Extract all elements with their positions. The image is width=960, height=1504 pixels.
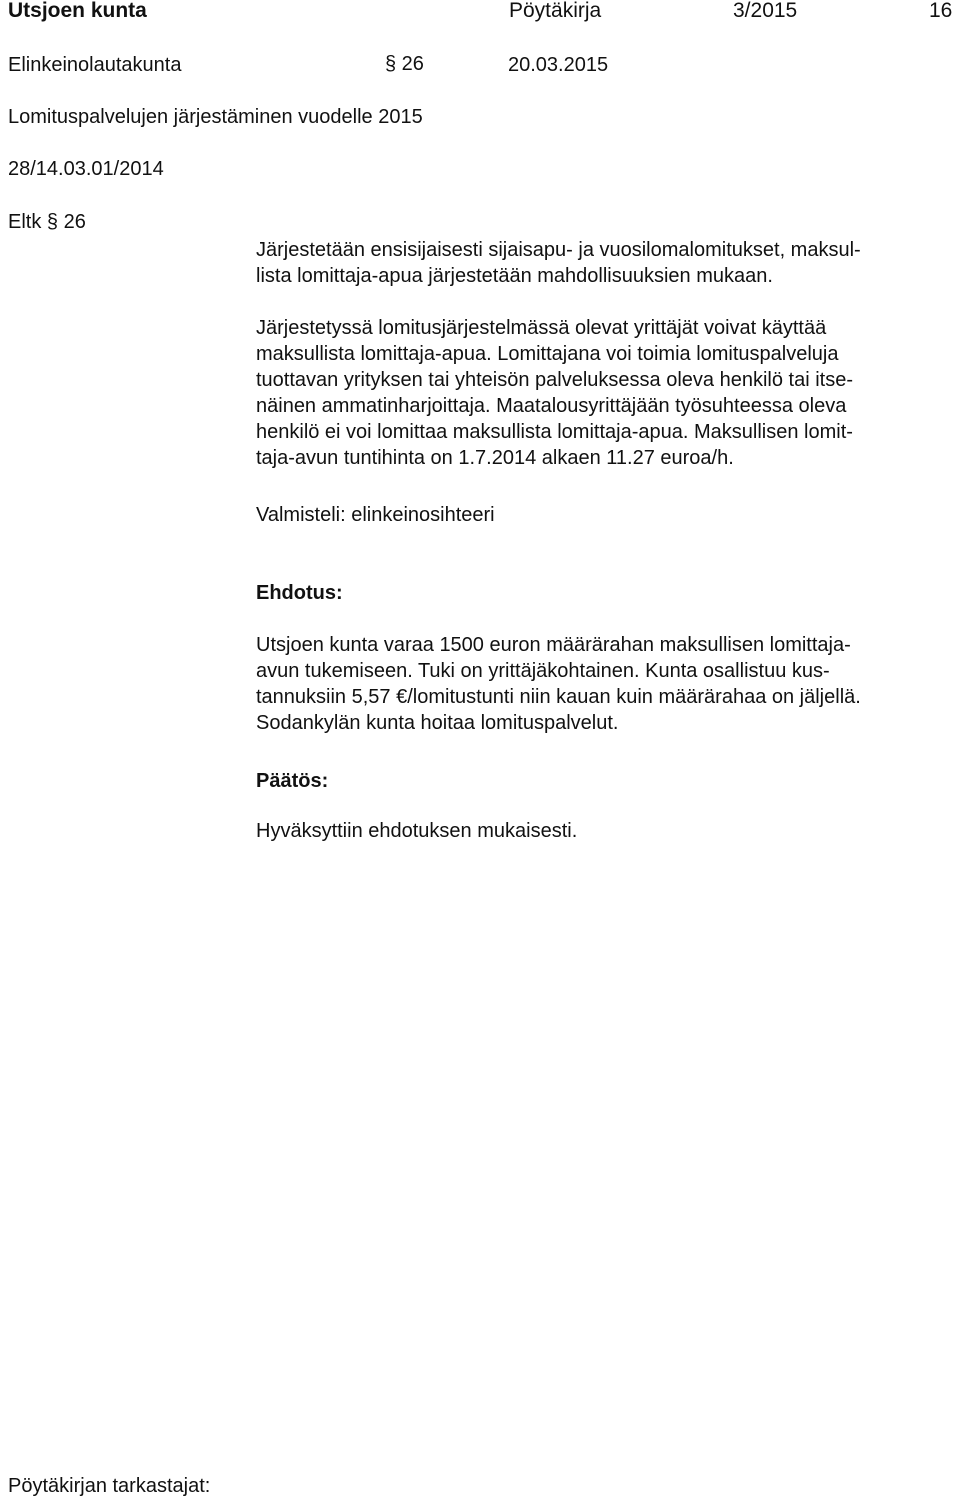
decision-label: Päätös: [256,770,329,792]
paragraph-line: näinen ammatinharjoittaja. Maatalousyrittäjään työsuhteessa oleva [256,395,847,417]
organization-name: Utsjoen kunta [8,0,147,22]
board-name: Elinkeinolautakunta [8,54,182,76]
reviewers-label: Pöytäkirjan tarkastajat: [8,1475,211,1497]
paragraph-line: henkilö ei voi lomittaa maksullista lomittaja-apua. Maksullisen lomit- [256,421,853,443]
section-reference: Eltk § 26 [8,211,86,233]
paragraph-line: Järjestetään ensisijaisesti sijaisapu- ja vuosilomalomitukset, maksul- [256,239,861,261]
page-number: 16 [929,0,953,22]
paragraph-line: tuottavan yrityksen tai yhteisön palveluksessa oleva henkilö tai itse- [256,369,853,391]
proposal-line: Utsjoen kunta varaa 1500 euron määrärahan maksullisen lomittaja- [256,634,851,656]
meeting-date: 20.03.2015 [508,54,609,76]
paragraph-line: maksullista lomittaja-apua. Lomittajana voi toimia lomituspalveluja [256,343,839,365]
decision-text: Hyväksyttiin ehdotuksen mukaisesti. [256,820,578,842]
item-reference: 28/14.03.01/2014 [8,158,164,180]
proposal-text [256,632,956,736]
paragraph-1 [256,237,956,289]
paragraph-line: taja-avun tuntihinta on 1.7.2014 alkaen 11.27 euroa/h. [256,447,734,469]
item-subject: Lomituspalvelujen järjestäminen vuodelle 2015 [8,106,423,128]
document-type: Pöytäkirja [509,0,602,22]
proposal-line: avun tukemiseen. Tuki on yrittäjäkohtainen. Kunta osallistuu kus- [256,660,830,682]
paragraph-2 [256,315,956,471]
proposal-line: Sodankylän kunta hoitaa lomituspalvelut. [256,712,619,734]
proposal-label: Ehdotus: [256,582,343,604]
document-number: 3/2015 [733,0,798,22]
paragraph-line: Järjestetyssä lomitusjärjestelmässä olevat yrittäjät voivat käyttää [256,317,827,339]
proposal-line: tannuksiin 5,57 €/lomitustunti niin kauan kuin määrärahaa on jäljellä. [256,686,861,708]
prepared-by: Valmisteli: elinkeinosihteeri [256,504,495,526]
section-number: § 26 [385,53,424,75]
paragraph-line: lista lomittaja-apua järjestetään mahdollisuuksien mukaan. [256,265,773,287]
